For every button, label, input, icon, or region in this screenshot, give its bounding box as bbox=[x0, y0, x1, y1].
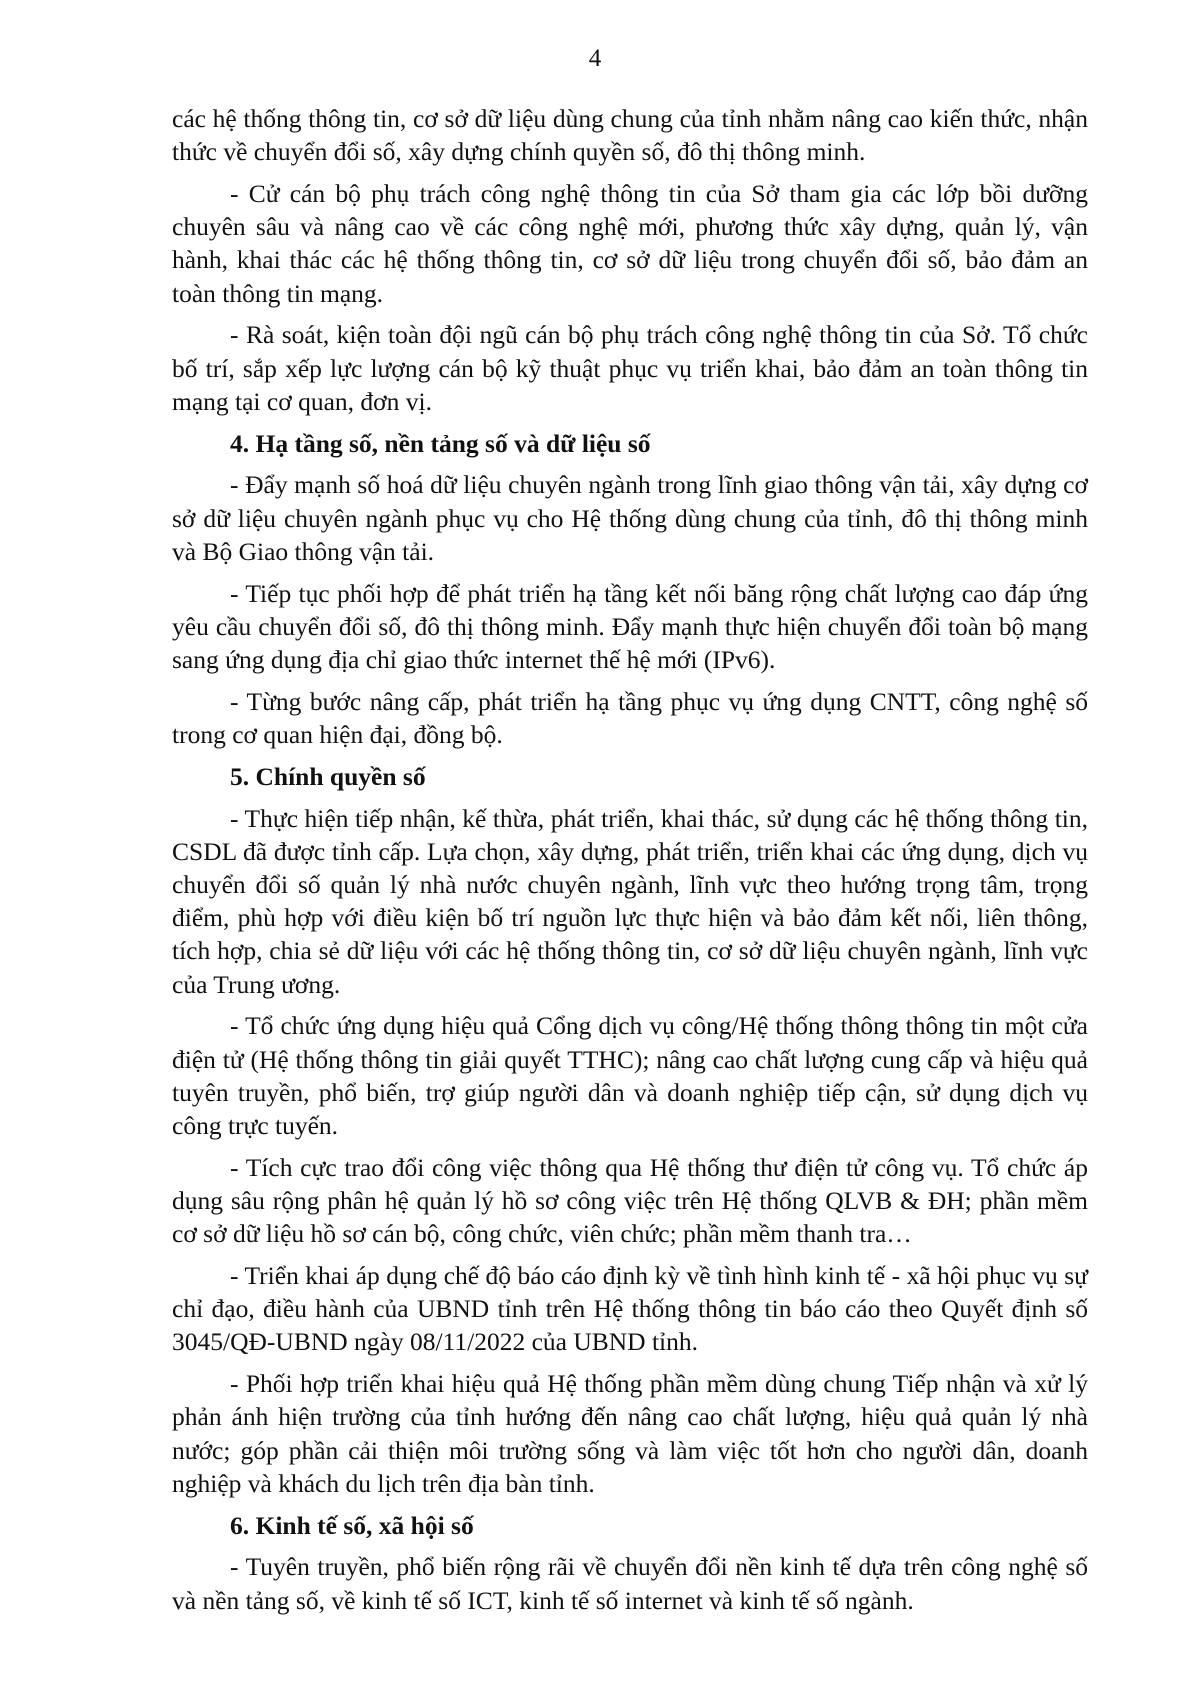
paragraph: - Phối hợp triển khai hiệu quả Hệ thống phần mềm dùng chung Tiếp nhận và xử lý phản ánh hiện trường của tỉnh hướng đến nâng cao chất lượng, hiệu quả quản lý nhà nước; góp phần cải thiện môi trường sống và làm việc tốt hơn cho người dân, doanh nghiệp và khách du lịch trên địa bàn tỉnh. bbox=[172, 1369, 1088, 1498]
section-heading: 5. Chính quyền số bbox=[230, 761, 426, 791]
paragraph: - Thực hiện tiếp nhận, kế thừa, phát triển, khai thác, sử dụng các hệ thống thông tin, CSDL đã được tỉnh cấp. Lựa chọn, xây dựng, phát triển, triển khai các ứng dụng, dịch vụ chuyển đổi số quản lý nhà nước chuyên ngành, lĩnh vực theo hướng trọng tâm, trọng điểm, phù hợp với điều kiện bố trí nguồn lực thực hiện và bảo đảm kết nối, liên thông, tích hợp, chia sẻ dữ liệu với các hệ thống thông tin, cơ sở dữ liệu chuyên ngành, lĩnh vực của Trung ương. bbox=[172, 803, 1088, 999]
paragraph: các hệ thống thông tin, cơ sở dữ liệu dùng chung của tỉnh nhằm nâng cao kiến thức, nhận thức về chuyển đổi số, xây dựng chính quyền số, đô thị thông minh. bbox=[172, 104, 1088, 167]
paragraph: - Triển khai áp dụng chế độ báo cáo định kỳ về tình hình kinh tế - xã hội phục vụ sự chỉ đạo, điều hành của UBND tỉnh trên Hệ thống thông tin báo cáo theo Quyết định số 3045/QĐ-UBND ngày 08/11/2022 của UBND tỉnh. bbox=[172, 1261, 1088, 1357]
paragraph: - Tích cực trao đổi công việc thông qua Hệ thống thư điện tử công vụ. Tổ chức áp dụng sâu rộng phân hệ quản lý hồ sơ công việc trên Hệ thống QLVB & ĐH; phần mềm cơ sở dữ liệu hồ sơ cán bộ, công chức, viên chức; phần mềm thanh tra… bbox=[172, 1152, 1088, 1249]
paragraph: - Đẩy mạnh số hoá dữ liệu chuyên ngành trong lĩnh giao thông vận tải, xây dựng cơ sở dữ liệu chuyên ngành phục vụ cho Hệ thống dùng chung của tỉnh, đô thị thông minh và Bộ Giao thông vận tải. bbox=[172, 470, 1088, 566]
section-heading: 6. Kinh tế số, xã hội số bbox=[230, 1510, 474, 1540]
paragraph: - Tuyên truyền, phổ biến rộng rãi về chuyển đổi nền kinh tế dựa trên công nghệ số và nền tảng số, về kinh tế số ICT, kinh tế số internet và kinh tế số ngành. bbox=[172, 1552, 1088, 1615]
document-body bbox=[172, 102, 1088, 1625]
paragraph: - Tổ chức ứng dụng hiệu quả Cổng dịch vụ công/Hệ thống thông thông tin một cửa điện tử (Hệ thống thông tin giải quyết TTHC); nâng cao chất lượng cung cấp và hiệu quả tuyên truyền, phổ biến, trợ giúp người dân và doanh nghiệp tiếp cận, sử dụng dịch vụ công trực tuyến. bbox=[172, 1011, 1088, 1141]
page-number: 4 bbox=[588, 45, 602, 72]
paragraph: - Cử cán bộ phụ trách công nghệ thông tin của Sở tham gia các lớp bồi dưỡng chuyên sâu và nâng cao về các công nghệ mới, phương thức xây dựng, quản lý, vận hành, khai thác các hệ thống thông tin, cơ sở dữ liệu trong chuyển đổi số, bảo đảm an toàn thông tin mạng. bbox=[172, 179, 1088, 308]
paragraph: - Từng bước nâng cấp, phát triển hạ tầng phục vụ ứng dụng CNTT, công nghệ số trong cơ quan hiện đại, đồng bộ. bbox=[172, 686, 1088, 750]
paragraph: - Tiếp tục phối hợp để phát triển hạ tầng kết nối băng rộng chất lượng cao đáp ứng yêu cầu chuyển đổi số, đô thị thông minh. Đẩy mạnh thực hiện chuyển đổi toàn bộ mạng sang ứng dụng địa chỉ giao thức internet thế hệ mới (IPv6). bbox=[172, 578, 1088, 675]
paragraph: - Rà soát, kiện toàn đội ngũ cán bộ phụ trách công nghệ thông tin của Sở. Tổ chức bố trí, sắp xếp lực lượng cán bộ kỹ thuật phục vụ triển khai, bảo đảm an toàn thông tin mạng tại cơ quan, đơn vị. bbox=[172, 320, 1088, 416]
section-heading: 4. Hạ tầng số, nền tảng số và dữ liệu số bbox=[230, 428, 651, 458]
